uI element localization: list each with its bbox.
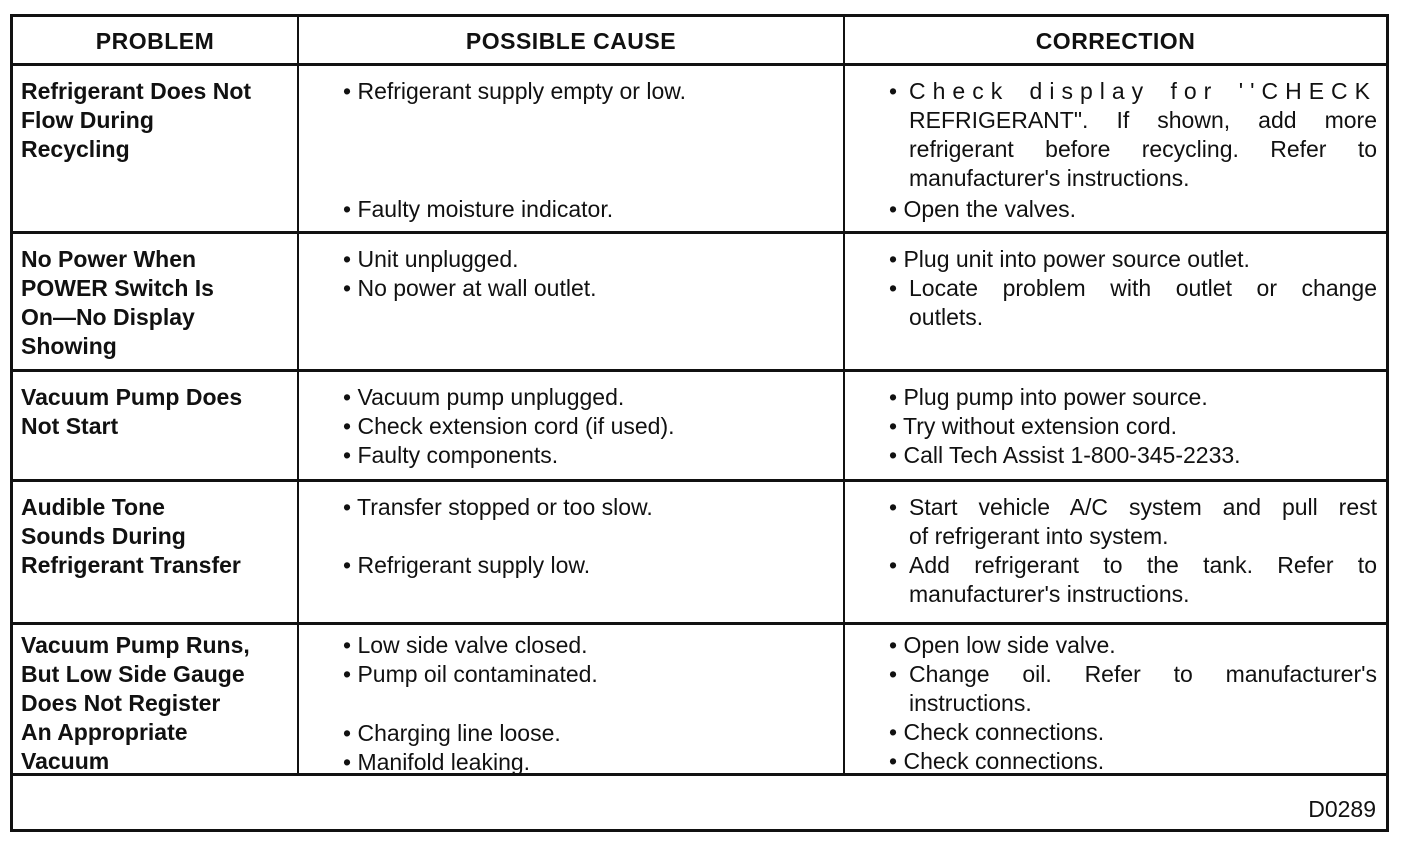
correction-line: of refrigerant into system. <box>909 523 1169 549</box>
bullet: • <box>889 196 898 222</box>
problem-line: No Power When <box>21 246 197 272</box>
problem-line: Audible Tone <box>21 494 165 520</box>
correction-line: instructions. <box>909 690 1032 716</box>
bullet: • <box>889 442 898 468</box>
problem-line: Recycling <box>21 136 130 162</box>
cause-item: Pump oil contaminated. <box>357 661 598 687</box>
bullet: • <box>343 494 352 520</box>
correction-line: Check display for ''CHECK <box>909 78 1377 104</box>
cause-cell <box>343 631 833 775</box>
bullet: • <box>889 384 898 410</box>
correction-item: Open low side valve. <box>903 632 1116 658</box>
column-divider <box>843 17 845 775</box>
correction-line: Locate problem with outlet or change <box>909 275 1377 301</box>
figure-code: D0289 <box>1308 796 1376 822</box>
row-divider <box>13 622 1386 625</box>
problem-cell <box>21 631 297 776</box>
bullet: • <box>343 275 352 301</box>
troubleshooting-table <box>10 14 1389 832</box>
header-problem: PROBLEM <box>95 27 215 54</box>
bullet: • <box>343 632 352 658</box>
cause-cell <box>343 383 833 470</box>
cause-item: Refrigerant supply empty or low. <box>357 78 686 104</box>
cause-cell <box>343 77 833 227</box>
row-divider <box>13 369 1386 372</box>
problem-line: Vacuum Pump Runs, <box>21 632 250 658</box>
problem-line: Does Not Register <box>21 690 221 716</box>
cause-cell <box>343 493 833 613</box>
header-possible-cause: POSSIBLE CAUSE <box>465 27 677 54</box>
bullet: • <box>889 413 898 439</box>
correction-cell <box>889 245 1377 332</box>
correction-item: Call Tech Assist 1-800-345-2233. <box>903 442 1241 468</box>
problem-cell <box>21 493 291 580</box>
problem-line: But Low Side Gauge <box>21 661 245 687</box>
correction-item: Check connections. <box>903 719 1105 745</box>
bullet: • <box>889 719 898 745</box>
header-correction: CORRECTION <box>1035 27 1196 54</box>
correction-line: manufacturer's instructions. <box>909 165 1190 191</box>
bullet: • <box>889 246 898 272</box>
bullet: • <box>889 661 898 687</box>
bullet: • <box>343 246 352 272</box>
problem-line: Refrigerant Transfer <box>21 552 241 578</box>
bullet: • <box>889 552 898 578</box>
correction-cell <box>889 383 1377 470</box>
correction-line: REFRIGERANT". If shown, add more <box>909 107 1377 133</box>
row-divider <box>13 479 1386 482</box>
cause-item: Refrigerant supply low. <box>357 552 591 578</box>
bullet: • <box>889 494 898 520</box>
cause-cell <box>343 245 833 303</box>
problem-cell <box>21 383 291 441</box>
cause-item: Vacuum pump unplugged. <box>357 384 625 410</box>
correction-line: Add refrigerant to the tank. Refer to <box>909 552 1377 578</box>
bullet: • <box>343 196 352 222</box>
correction-line: manufacturer's instructions. <box>909 581 1190 607</box>
cause-item: Low side valve closed. <box>357 632 588 658</box>
correction-item: Open the valves. <box>903 196 1077 222</box>
problem-line: POWER Switch Is <box>21 275 214 301</box>
bullet: • <box>343 749 352 775</box>
cause-item: Faulty components. <box>357 442 559 468</box>
problem-line: Not Start <box>21 413 119 439</box>
column-divider <box>297 17 299 775</box>
problem-line: An Appropriate <box>21 719 188 745</box>
bullet: • <box>343 720 352 746</box>
cause-item: Check extension cord (if used). <box>357 413 675 439</box>
cause-item: Transfer stopped or too slow. <box>357 494 653 520</box>
problem-line: Flow During <box>21 107 154 133</box>
bullet: • <box>343 78 352 104</box>
cause-item: Unit unplugged. <box>357 246 519 272</box>
correction-cell <box>889 631 1377 776</box>
bullet: • <box>889 275 898 301</box>
bullet: • <box>889 748 898 774</box>
problem-cell <box>21 245 291 361</box>
row-divider <box>13 231 1386 234</box>
bullet: • <box>343 413 352 439</box>
problem-line: Refrigerant Does Not <box>21 78 252 104</box>
correction-item: Check connections. <box>903 748 1105 774</box>
correction-line: refrigerant before recycling. Refer to <box>909 136 1377 162</box>
correction-item: Plug pump into power source. <box>903 384 1208 410</box>
problem-line: Vacuum <box>21 748 110 774</box>
bullet: • <box>343 384 352 410</box>
problem-line: Vacuum Pump Does <box>21 384 243 410</box>
problem-line: Sounds During <box>21 523 186 549</box>
cause-item: Faulty moisture indicator. <box>357 196 614 222</box>
bullet: • <box>343 442 352 468</box>
correction-item: Plug unit into power source outlet. <box>903 246 1250 272</box>
cause-item: Charging line loose. <box>357 720 561 746</box>
correction-line: Change oil. Refer to manufacturer's <box>909 661 1377 687</box>
bullet: • <box>343 552 352 578</box>
cause-item: Manifold leaking. <box>357 749 531 775</box>
correction-line: Start vehicle A/C system and pull rest <box>909 494 1377 520</box>
correction-cell <box>889 77 1377 227</box>
problem-cell <box>21 77 291 164</box>
correction-line: outlets. <box>909 304 984 330</box>
problem-line: On—No Display <box>21 304 195 330</box>
problem-line: Showing <box>21 333 117 359</box>
bullet: • <box>343 661 352 687</box>
correction-cell <box>889 493 1377 609</box>
bullet: • <box>889 78 898 104</box>
cause-item: No power at wall outlet. <box>357 275 597 301</box>
correction-item: Try without extension cord. <box>903 413 1178 439</box>
bullet: • <box>889 632 898 658</box>
